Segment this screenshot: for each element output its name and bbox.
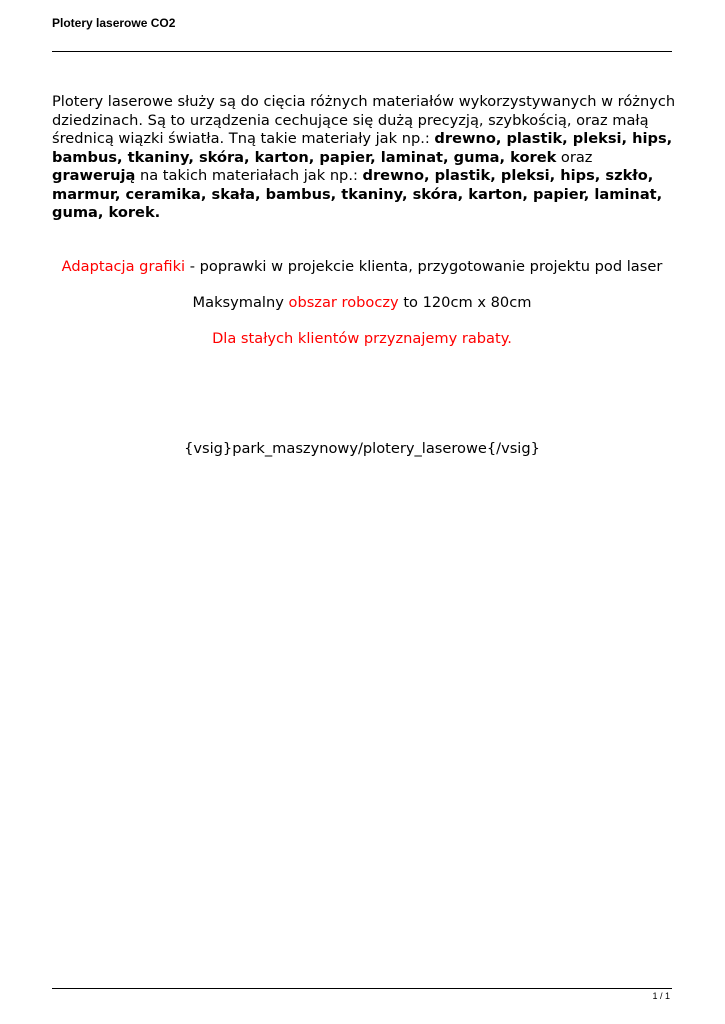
page-header-title: Plotery laserowe CO2 xyxy=(52,16,176,30)
engrave-word: grawerują xyxy=(52,167,136,184)
engrave-materials: drewno, plastik, pleksi, hips, szkło, marmur, ceramika, skała, bambus, tkaniny, skóra, karton, papier, laminat, guma, korek. xyxy=(52,167,663,221)
page-number: 1 / 1 xyxy=(652,991,670,1001)
work-area-highlight: obszar roboczy xyxy=(288,294,399,311)
discount-text: Dla stałych klientów przyznajemy rabaty xyxy=(212,330,508,347)
cut-materials: drewno, plastik, pleksi, hips, bambus, tkaniny, skóra, karton, papier, laminat, guma, korek xyxy=(52,130,673,166)
header-divider xyxy=(52,51,672,52)
adaptation-text: - poprawki w projekcie klienta, przygotowanie projektu pod laser xyxy=(185,258,663,275)
work-area-line xyxy=(52,294,672,311)
gallery-tag: {vsig}park_maszynowy/plotery_laserowe{/vsig} xyxy=(184,440,540,457)
adaptation-highlight: Adaptacja grafiki xyxy=(61,258,186,275)
intro-paragraph xyxy=(52,93,677,223)
intro-text: Plotery laserowe służy są do cięcia różnych materiałów wykorzystywanych w różnych dziedzinach. Są to urządzenia cechujące się dużą precyzją, szybkością, oraz małą średnicą wiązki światła. Tną takie materiały jak np.: xyxy=(52,93,676,147)
discount-line xyxy=(52,330,672,347)
work-area-prefix: Maksymalny xyxy=(192,294,289,311)
footer-divider xyxy=(52,988,672,989)
adaptation-line xyxy=(52,258,672,275)
work-area-suffix: to 120cm x 80cm xyxy=(398,294,532,311)
engrave-text: na takich materiałach jak np.: xyxy=(135,167,363,184)
and-word: oraz xyxy=(556,148,593,166)
discount-punct: . xyxy=(507,330,512,347)
